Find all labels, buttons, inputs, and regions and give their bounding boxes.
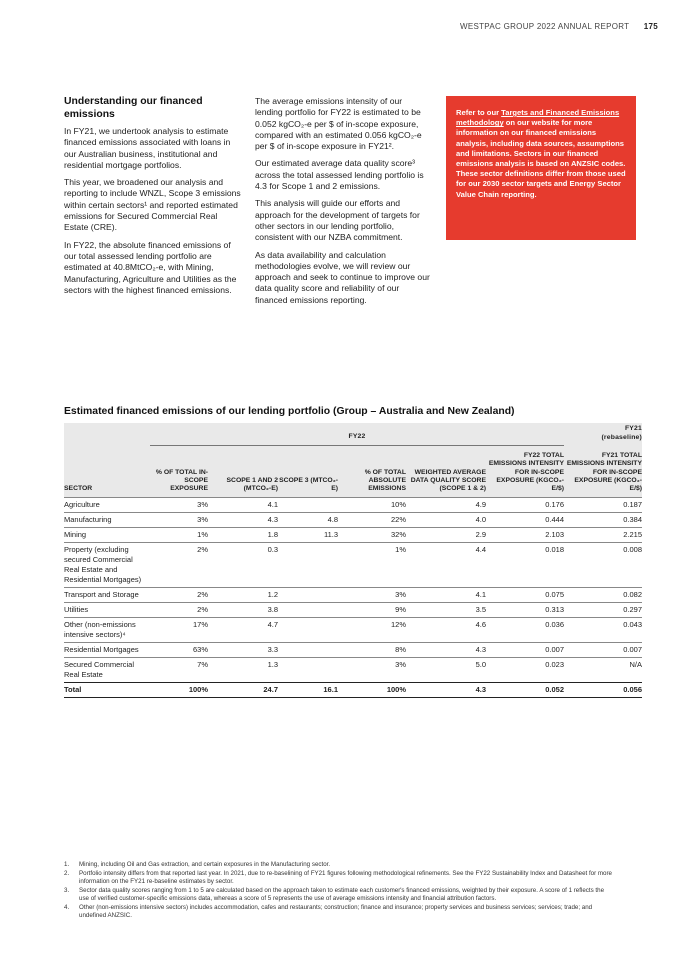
value-cell [278, 588, 338, 603]
value-cell: 3% [150, 513, 208, 528]
table-row [64, 528, 642, 543]
value-cell: 10% [338, 498, 406, 513]
value-cell [278, 643, 338, 658]
value-cell: 63% [150, 643, 208, 658]
table-row [64, 513, 642, 528]
table-row [64, 643, 642, 658]
paragraph: Our estimated average data quality score³ across the total assessed lending portfolio is 4.3 for Scope 1 and 2 emissions. [255, 158, 424, 192]
column-header: % OF TOTAL ABSOLUTE EMISSIONS [338, 446, 406, 498]
text-column-middle [255, 96, 431, 312]
value-cell: 0.075 [486, 588, 564, 603]
value-cell: 8% [338, 643, 406, 658]
value-cell [278, 658, 338, 683]
column-header: SCOPE 3 (MTCO₂-E) [278, 446, 338, 498]
column-header-row [64, 446, 642, 498]
text-column-left [64, 96, 242, 302]
column-header: % OF TOTAL IN-SCOPE EXPOSURE [150, 446, 208, 498]
total-value: 0.052 [486, 683, 564, 698]
footnote [64, 870, 612, 886]
column-header: FY22 TOTAL EMISSIONS INTENSITY FOR IN-SCOPE EXPOSURE (KGCO₂-E/$) [486, 446, 564, 498]
value-cell: 11.3 [278, 528, 338, 543]
value-cell: 17% [150, 618, 208, 643]
page-header [460, 22, 658, 31]
value-cell: 4.6 [406, 618, 486, 643]
value-cell: 1% [338, 543, 406, 588]
total-value: 16.1 [278, 683, 338, 698]
value-cell: 1% [150, 528, 208, 543]
sector-cell: Other (non-emissions intensive sectors)⁴ [64, 618, 150, 643]
group-header-row [64, 423, 642, 446]
value-cell: 0.036 [486, 618, 564, 643]
fy21-rebaseline-label: (rebaseline) [601, 433, 642, 441]
methodology-callout [446, 96, 636, 240]
value-cell: 1.8 [208, 528, 278, 543]
value-cell: 2.103 [486, 528, 564, 543]
footnote-text: Sector data quality scores ranging from 1 to 5 are calculated based on the approach taken to estimate each customer's financed emissions, weighted by their exposure. A score of 1 reflects the use of verified customer-specific emissions data, whereas a score of 5 represents the use of average emissions intensity and financial attribution factors. [79, 887, 605, 902]
sector-cell: Residential Mortgages [64, 643, 150, 658]
table-row [64, 603, 642, 618]
running-title: WESTPAC GROUP [460, 22, 535, 31]
footnote-number: 2. [64, 870, 70, 877]
sector-cell: Utilities [64, 603, 150, 618]
value-cell: 5.0 [406, 658, 486, 683]
paragraph: The average emissions intensity of our lending portfolio for FY22 is estimated to be 0.052 kgCO₂-e per $ of in-scope exposure, compared with an estimated 0.056 kgCO₂-e per $ of in-scope exposure in FY21². [255, 96, 422, 152]
value-cell: 22% [338, 513, 406, 528]
value-cell: 3% [338, 588, 406, 603]
value-cell: 32% [338, 528, 406, 543]
footnote-text: Mining, including Oil and Gas extraction, and certain exposures in the Manufacturing sector. [79, 861, 331, 868]
total-value: 0.056 [564, 683, 642, 698]
value-cell: 0.3 [208, 543, 278, 588]
value-cell: 12% [338, 618, 406, 643]
value-cell: 2% [150, 603, 208, 618]
paragraph: As data availability and calculation methodologies evolve, we will review our approach and seek to continue to improve our data quality score and reliability of our financed emissions reporting. [255, 249, 430, 305]
value-cell: 9% [338, 603, 406, 618]
column-header: SCOPE 1 AND 2 (MTCO₂-E) [208, 446, 278, 498]
value-cell: 4.0 [406, 513, 486, 528]
value-cell: 4.9 [406, 498, 486, 513]
total-row [64, 683, 642, 698]
total-value: 4.3 [406, 683, 486, 698]
value-cell: 2.9 [406, 528, 486, 543]
value-cell: 3% [150, 498, 208, 513]
value-cell: 0.444 [486, 513, 564, 528]
fy22-group-label: FY22 [150, 423, 564, 446]
value-cell: 4.3 [406, 643, 486, 658]
value-cell: 1.2 [208, 588, 278, 603]
value-cell: 3% [338, 658, 406, 683]
table-row [64, 588, 642, 603]
total-label: Total [64, 683, 150, 698]
value-cell: 0.018 [486, 543, 564, 588]
footnote [64, 861, 612, 869]
sector-cell: Manufacturing [64, 513, 150, 528]
value-cell [278, 618, 338, 643]
paragraph: In FY22, the absolute financed emissions of our total assessed lending portfolio are estimated at 40.8MtCO₂-e, with Mining, Manufacturing, Agriculture and Utilities as the sectors with the highest financed emissions. [64, 239, 237, 295]
value-cell: 4.1 [406, 588, 486, 603]
footnote-number: 3. [64, 887, 70, 894]
methodology-link[interactable]: Targets and Financed Emissions methodology [456, 108, 620, 128]
value-cell: 3.8 [208, 603, 278, 618]
value-cell: 2.215 [564, 528, 642, 543]
value-cell: 2% [150, 543, 208, 588]
value-cell: 0.176 [486, 498, 564, 513]
paragraph: This analysis will guide our efforts and approach for the development of targets for other sectors in our lending portfolio, consistent with our NZBA commitment. [255, 198, 420, 243]
value-cell [278, 543, 338, 588]
value-cell: 1.3 [208, 658, 278, 683]
value-cell: 4.1 [208, 498, 278, 513]
paragraph: In FY21, we undertook analysis to estimate financed emissions associated with loans in our Australian business, institutional and residential mortgage portfolios. [64, 126, 231, 170]
footnote [64, 904, 612, 920]
report-name: 2022 ANNUAL REPORT [536, 22, 630, 31]
value-cell: 0.007 [564, 643, 642, 658]
total-value: 100% [338, 683, 406, 698]
footnote [64, 887, 612, 903]
sector-cell: Transport and Storage [64, 588, 150, 603]
value-cell: 0.008 [564, 543, 642, 588]
paragraph: This year, we broadened our analysis and reporting to include WNZL, Scope 3 emissions within certain sectors¹ and reported estimated emissions for Secured Commercial Real Estate (CRE). [64, 177, 241, 233]
sector-cell: Secured Commercial Real Estate [64, 658, 150, 683]
value-cell: 0.313 [486, 603, 564, 618]
page-number: 175 [643, 22, 658, 31]
value-cell: 3.5 [406, 603, 486, 618]
value-cell: 0.187 [564, 498, 642, 513]
table-row [64, 658, 642, 683]
footnote-text: Other (non-emissions intensive sectors) includes accommodation, cafes and restaurants; construction; finance and insurance; property services and business services; services; trade; and undefined ANZSIC. [79, 904, 593, 919]
value-cell: 0.007 [486, 643, 564, 658]
value-cell [278, 498, 338, 513]
value-cell: 0.297 [564, 603, 642, 618]
value-cell: 0.043 [564, 618, 642, 643]
table-row [64, 498, 642, 513]
value-cell: 4.3 [208, 513, 278, 528]
value-cell: 0.082 [564, 588, 642, 603]
footnotes [64, 861, 612, 921]
value-cell: 0.023 [486, 658, 564, 683]
value-cell: 4.4 [406, 543, 486, 588]
table-title: Estimated financed emissions of our lending portfolio (Group – Australia and New Zealand) [64, 406, 515, 417]
value-cell: 4.7 [208, 618, 278, 643]
table-row [64, 543, 642, 588]
total-value: 24.7 [208, 683, 278, 698]
callout-lead: Refer to our [456, 108, 502, 117]
callout-text: on our website for more information on our financed emissions analysis, including data sources, assumptions and limitations. Sectors in our financed emissions analysis is based on ANZSIC codes. These sector definitions differ from those used for our 2030 sector targets and Energy Sector Value Chain reporting. [456, 118, 626, 199]
value-cell [278, 603, 338, 618]
footnote-number: 4. [64, 904, 70, 911]
column-header: FY21 TOTAL EMISSIONS INTENSITY FOR IN-SCOPE EXPOSURE (KGCO₂-E/$) [564, 446, 642, 498]
value-cell: 4.8 [278, 513, 338, 528]
sector-cell: Mining [64, 528, 150, 543]
footnote-text: Portfolio intensity differs from that reported last year. In 2021, due to re-baselining of FY21 figures following methodological refinements. See the FY22 Sustainability Index and Datasheet for more information on the FY21 re-baseline estimates by sector. [79, 870, 612, 885]
value-cell: 0.384 [564, 513, 642, 528]
section-heading: Understanding our financed emissions [64, 96, 203, 120]
value-cell: N/A [564, 658, 642, 683]
fy21-label: FY21 [624, 425, 642, 433]
fy21-group-label [564, 423, 642, 446]
value-cell: 7% [150, 658, 208, 683]
sector-cell: Property (excluding secured Commercial Real Estate and Residential Mortgages) [64, 543, 150, 588]
table-row [64, 618, 642, 643]
column-header: WEIGHTED AVERAGE DATA QUALITY SCORE (SCOPE 1 & 2) [406, 446, 486, 498]
emissions-table [64, 423, 642, 698]
column-header: SECTOR [64, 446, 150, 498]
sector-cell: Agriculture [64, 498, 150, 513]
value-cell: 2% [150, 588, 208, 603]
value-cell: 3.3 [208, 643, 278, 658]
footnote-number: 1. [64, 861, 70, 868]
total-value: 100% [150, 683, 208, 698]
